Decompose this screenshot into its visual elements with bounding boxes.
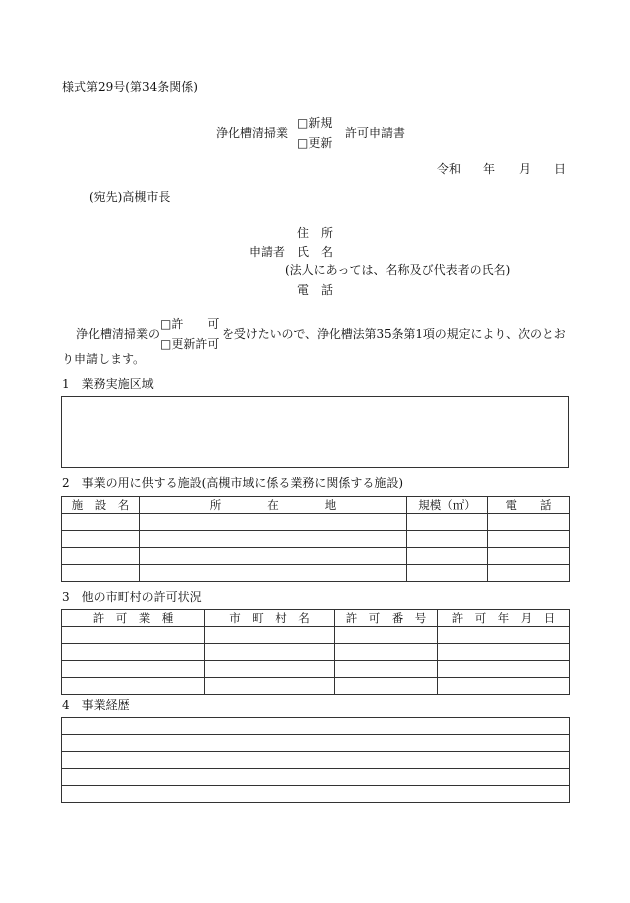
table-cell[interactable] <box>205 644 335 661</box>
table-cell[interactable] <box>407 565 488 582</box>
table-cell[interactable] <box>438 661 570 678</box>
table-row <box>62 548 570 565</box>
section-4-heading: 4 事業経歴 <box>62 698 130 712</box>
title-prefix: 浄化槽清掃業 <box>216 126 289 140</box>
table-cell[interactable] <box>335 627 438 644</box>
permit-table <box>61 609 570 695</box>
date-era: 令和 <box>437 162 462 176</box>
table-cell[interactable] <box>62 531 140 548</box>
facility-location-header: 所 在 地 <box>140 497 407 514</box>
table-cell[interactable] <box>205 678 335 695</box>
facility-table-header <box>62 497 570 514</box>
title-suffix: 許可申請書 <box>345 126 406 140</box>
table-cell[interactable] <box>62 548 140 565</box>
table-cell[interactable] <box>438 627 570 644</box>
table-cell[interactable] <box>438 644 570 661</box>
table-cell[interactable] <box>62 514 140 531</box>
body-option-renew: □更新許可 <box>160 337 220 351</box>
addressee: (宛先)高槻市長 <box>89 190 171 204</box>
table-row <box>62 531 570 548</box>
business-area-box[interactable] <box>61 396 569 468</box>
table-cell[interactable] <box>62 565 140 582</box>
business-history-table <box>61 717 570 803</box>
table-row <box>62 752 570 769</box>
body-option-permit: □許 可 <box>160 317 220 331</box>
table-cell[interactable] <box>335 678 438 695</box>
table-cell[interactable] <box>62 644 205 661</box>
table-row <box>62 718 570 735</box>
table-cell[interactable] <box>335 661 438 678</box>
history-line[interactable] <box>62 718 570 735</box>
body-line2: り申請します。 <box>62 352 146 366</box>
table-cell[interactable] <box>140 565 407 582</box>
facility-phone-header: 電 話 <box>488 497 570 514</box>
body-lead: 浄化槽清掃業の <box>76 327 161 341</box>
table-cell[interactable] <box>488 514 570 531</box>
table-row <box>62 661 570 678</box>
table-cell[interactable] <box>62 661 205 678</box>
date-year: 年 <box>483 162 496 176</box>
table-cell[interactable] <box>335 644 438 661</box>
form-number: 様式第29号(第34条関係) <box>62 80 198 94</box>
table-cell[interactable] <box>205 627 335 644</box>
table-cell[interactable] <box>488 531 570 548</box>
table-cell[interactable] <box>488 548 570 565</box>
table-cell[interactable] <box>407 531 488 548</box>
permit-number-header: 許 可 番 号 <box>335 610 438 627</box>
name-label: 氏 名 <box>297 245 334 259</box>
table-row <box>62 644 570 661</box>
table-row <box>62 678 570 695</box>
table-cell[interactable] <box>62 627 205 644</box>
table-cell[interactable] <box>488 565 570 582</box>
permit-table-header <box>62 610 570 627</box>
table-cell[interactable] <box>407 548 488 565</box>
permit-date-header: 許 可 年 月 日 <box>438 610 570 627</box>
table-cell[interactable] <box>62 678 205 695</box>
body-tail: を受けたいので、浄化槽法第35条第1項の規定により、次のとお <box>222 327 566 341</box>
table-cell[interactable] <box>205 661 335 678</box>
facility-scale-header: 規模（㎡） <box>407 497 488 514</box>
title-option-renew: □更新 <box>297 136 333 150</box>
municipality-header: 市 町 村 名 <box>205 610 335 627</box>
table-row <box>62 786 570 803</box>
facility-name-header: 施 設 名 <box>62 497 140 514</box>
corporation-note: (法人にあっては、名称及び代表者の氏名) <box>285 263 511 277</box>
date-month: 月 <box>519 162 532 176</box>
table-cell[interactable] <box>438 678 570 695</box>
date-day: 日 <box>554 162 567 176</box>
permit-type-header: 許 可 業 種 <box>62 610 205 627</box>
facility-table <box>61 496 570 582</box>
table-row <box>62 769 570 786</box>
table-row <box>62 627 570 644</box>
table-row <box>62 565 570 582</box>
phone-label: 電 話 <box>297 283 334 297</box>
table-cell[interactable] <box>140 514 407 531</box>
history-line[interactable] <box>62 735 570 752</box>
section-1-heading: 1 業務実施区域 <box>62 377 154 391</box>
history-line[interactable] <box>62 786 570 803</box>
table-cell[interactable] <box>140 548 407 565</box>
section-3-heading: 3 他の市町村の許可状況 <box>62 590 202 604</box>
table-row <box>62 735 570 752</box>
history-line[interactable] <box>62 769 570 786</box>
table-cell[interactable] <box>140 531 407 548</box>
table-cell[interactable] <box>407 514 488 531</box>
address-label: 住 所 <box>297 226 334 240</box>
history-line[interactable] <box>62 752 570 769</box>
applicant-label: 申請者 <box>249 245 286 259</box>
section-2-heading: 2 事業の用に供する施設(高槻市域に係る業務に関係する施設) <box>62 476 404 490</box>
title-option-new: □新規 <box>297 116 333 130</box>
table-row <box>62 514 570 531</box>
